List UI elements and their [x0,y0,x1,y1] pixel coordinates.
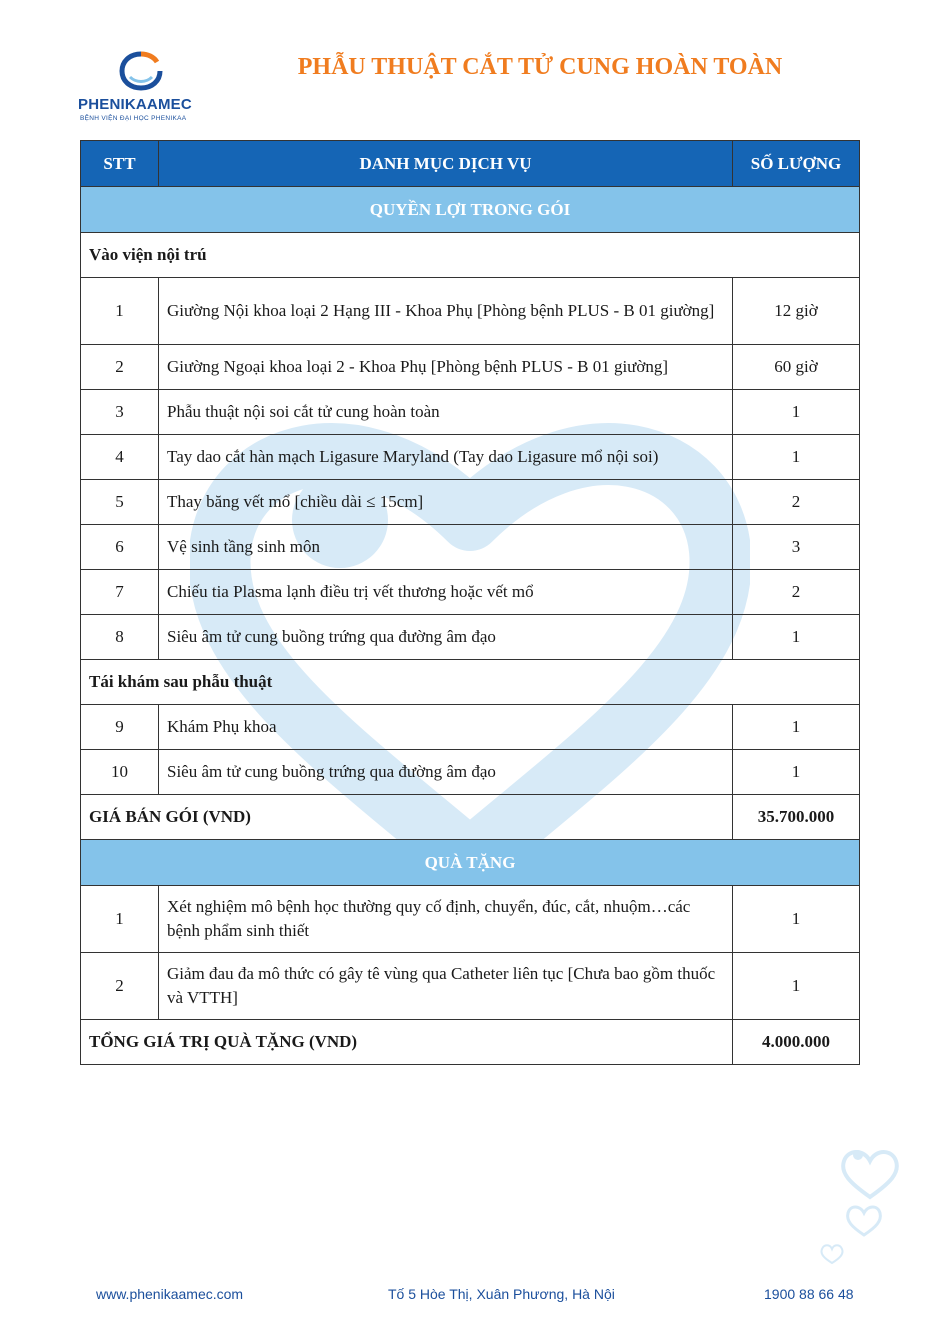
table-row [81,278,860,345]
row-service: Phẫu thuật nội soi cắt tử cung hoàn toàn [159,390,733,435]
gift-total-value: 4.000.000 [733,1020,860,1065]
row-service: Giảm đau đa mô thức có gây tê vùng qua Catheter liên tục [Chưa bao gồm thuốc và VTTH] [159,953,733,1020]
table-row [81,705,860,750]
row-qty: 3 [733,525,860,570]
service-table [80,140,860,1065]
row-stt: 4 [81,435,159,480]
package-price-value: 35.700.000 [733,795,860,840]
row-stt: 2 [81,345,159,390]
gift-total-label: TỔNG GIÁ TRỊ QUÀ TẶNG (VND) [81,1020,733,1065]
row-stt: 7 [81,570,159,615]
page-footer [0,1286,940,1306]
row-stt: 2 [81,953,159,1020]
row-qty: 60 giờ [733,345,860,390]
package-price-label: GIÁ BÁN GÓI (VND) [81,795,733,840]
table-row [81,615,860,660]
table-row [81,750,860,795]
row-stt: 9 [81,705,159,750]
row-service: Giường Ngoại khoa loại 2 - Khoa Phụ [Phòng bệnh PLUS - B 01 giường] [159,345,733,390]
row-stt: 3 [81,390,159,435]
footer-address: Tố 5 Hòe Thị, Xuân Phương, Hà Nội [388,1286,615,1302]
footer-website-link[interactable]: www.phenikaamec.com [96,1286,244,1302]
row-stt: 1 [81,278,159,345]
page-title: PHẪU THUẬT CẮT TỬ CUNG HOÀN TOÀN [297,54,783,80]
table-row [81,345,860,390]
row-qty: 2 [733,480,860,525]
corner-hearts-icon [820,1135,910,1275]
table-row [81,435,860,480]
benefits-band [81,187,860,233]
phenikaamec-logo [78,50,218,125]
col-header-stt: STT [81,141,159,187]
group-inpatient-row [81,233,860,278]
row-stt: 1 [81,886,159,953]
group-followup-row [81,660,860,705]
row-service: Khám Phụ khoa [159,705,733,750]
col-header-service: DANH MỤC DỊCH VỤ [159,141,733,187]
row-qty: 12 giờ [733,278,860,345]
package-price-row [81,795,860,840]
row-qty: 1 [733,435,860,480]
row-qty: 2 [733,570,860,615]
logo-name: PHENIKAAMEC [78,96,192,113]
footer-phone[interactable]: 1900 88 66 48 [764,1286,854,1302]
row-qty: 1 [733,390,860,435]
row-qty: 1 [733,953,860,1020]
gifts-band [81,840,860,886]
gifts-band-label: QUÀ TẶNG [81,840,860,886]
table-row [81,480,860,525]
row-service: Tay dao cắt hàn mạch Ligasure Maryland (Tay dao Ligasure mổ nội soi) [159,435,733,480]
table-row [81,570,860,615]
row-service: Chiếu tia Plasma lạnh điều trị vết thương hoặc vết mổ [159,570,733,615]
logo-subtitle: BỆNH VIỆN ĐẠI HỌC PHENIKAA [80,115,187,122]
table-header-row [81,141,860,187]
row-qty: 1 [733,750,860,795]
row-service: Thay băng vết mổ [chiều dài ≤ 15cm] [159,480,733,525]
gift-total-row [81,1020,860,1065]
row-qty: 1 [733,705,860,750]
row-stt: 5 [81,480,159,525]
table-row [81,886,860,953]
row-service: Siêu âm tử cung buồng trứng qua đường âm đạo [159,750,733,795]
row-stt: 6 [81,525,159,570]
row-stt: 10 [81,750,159,795]
col-header-qty: SỐ LƯỢNG [733,141,860,187]
row-service: Xét nghiệm mô bệnh học thường quy cố định, chuyển, đúc, cắt, nhuộm…các bệnh phẩm sinh thiết [159,886,733,953]
group-inpatient-label: Vào viện nội trú [81,233,860,278]
row-service: Giường Nội khoa loại 2 Hạng III - Khoa Phụ [Phòng bệnh PLUS - B 01 giường] [159,278,733,345]
row-qty: 1 [733,615,860,660]
table-row [81,525,860,570]
table-row [81,390,860,435]
table-row [81,953,860,1020]
row-qty: 1 [733,886,860,953]
phenikaamec-logo-icon [118,50,164,94]
row-service: Vệ sinh tầng sinh môn [159,525,733,570]
benefits-band-label: QUYỀN LỢI TRONG GÓI [81,187,860,233]
row-stt: 8 [81,615,159,660]
group-followup-label: Tái khám sau phẫu thuật [81,660,860,705]
row-service: Siêu âm tử cung buồng trứng qua đường âm đạo [159,615,733,660]
